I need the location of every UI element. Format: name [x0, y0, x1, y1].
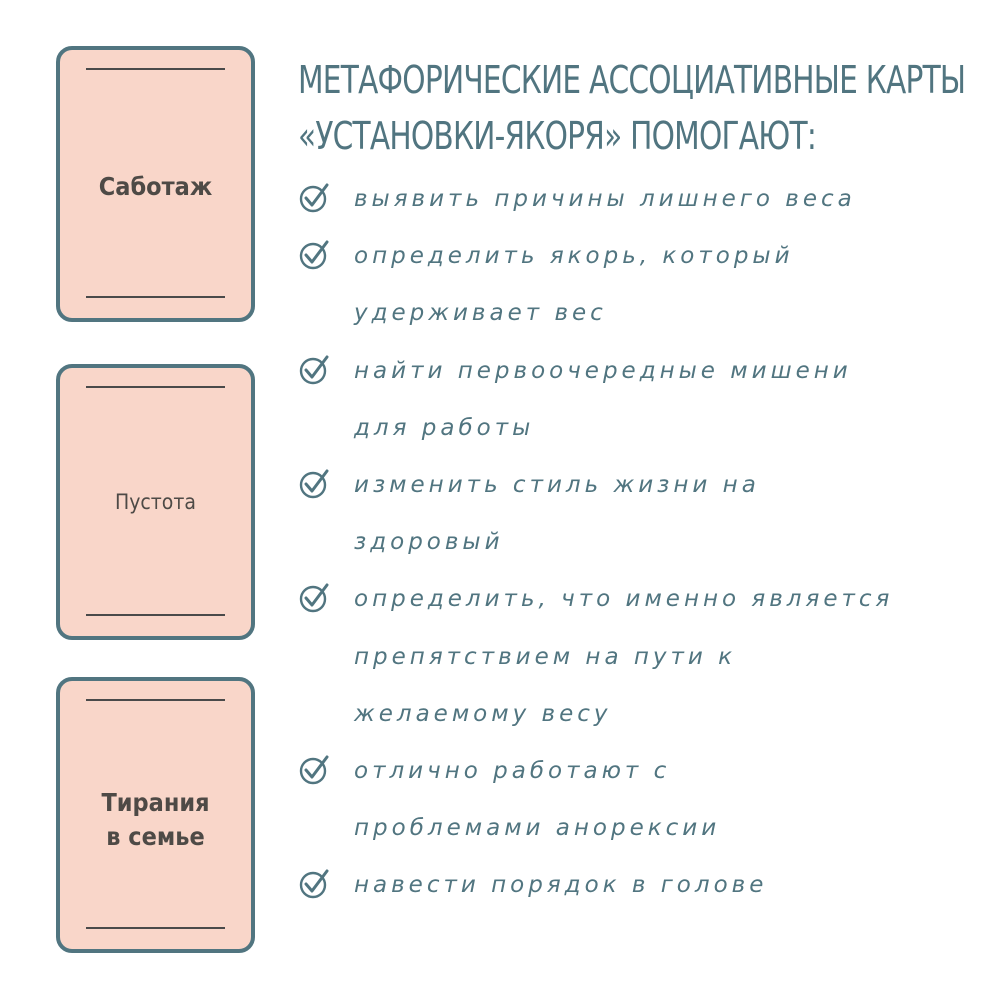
card-bottom-rule: [86, 614, 225, 616]
check-circle-icon: [298, 868, 330, 900]
check-circle-icon: [298, 354, 330, 386]
list-item: [298, 343, 988, 457]
card-bottom-rule: [86, 927, 225, 929]
check-circle-icon: [298, 754, 330, 786]
list-item: [298, 228, 988, 342]
benefits-list: [298, 171, 988, 915]
list-item: [298, 743, 988, 857]
check-circle-icon: [298, 468, 330, 500]
list-item-text: изменить стиль жизни на здоровый: [354, 472, 760, 556]
list-item-text: определить якорь, который удерживает вес: [354, 243, 794, 327]
card-top-rule: [86, 386, 225, 388]
card-top-rule: [86, 699, 225, 701]
list-item: [298, 457, 988, 571]
check-circle-icon: [298, 239, 330, 271]
card-sabotage: [56, 46, 255, 322]
list-item-text: навести порядок в голове: [354, 872, 768, 899]
list-item: [298, 571, 988, 743]
list-item: [298, 857, 988, 914]
card-family-tyranny: [56, 677, 255, 953]
page-title: [298, 52, 977, 164]
card-bottom-rule: [86, 296, 225, 298]
card-label: Саботаж: [98, 172, 213, 201]
list-item-text: найти первоочередные мишени для работы: [354, 357, 852, 441]
list-item: [298, 171, 988, 228]
title-line-2: «УСТАНОВКИ-ЯКОРЯ» ПОМОГАЮТ:: [298, 114, 817, 158]
card-label: Тирания в семье: [101, 788, 210, 851]
list-item-text: отлично работают с проблемами анорексии: [354, 758, 721, 842]
card-label: Пустота: [115, 490, 196, 514]
card-emptiness: [56, 364, 255, 640]
list-item-text: определить, что именно является препятствием на пути к желаемому весу: [354, 586, 894, 727]
title-line-1: МЕТАФОРИЧЕСКИЕ АССОЦИАТИВНЫЕ КАРТЫ: [298, 58, 966, 102]
card-top-rule: [86, 68, 225, 70]
check-circle-icon: [298, 582, 330, 614]
list-item-text: выявить причины лишнего веса: [354, 186, 856, 212]
check-circle-icon: [298, 182, 330, 214]
